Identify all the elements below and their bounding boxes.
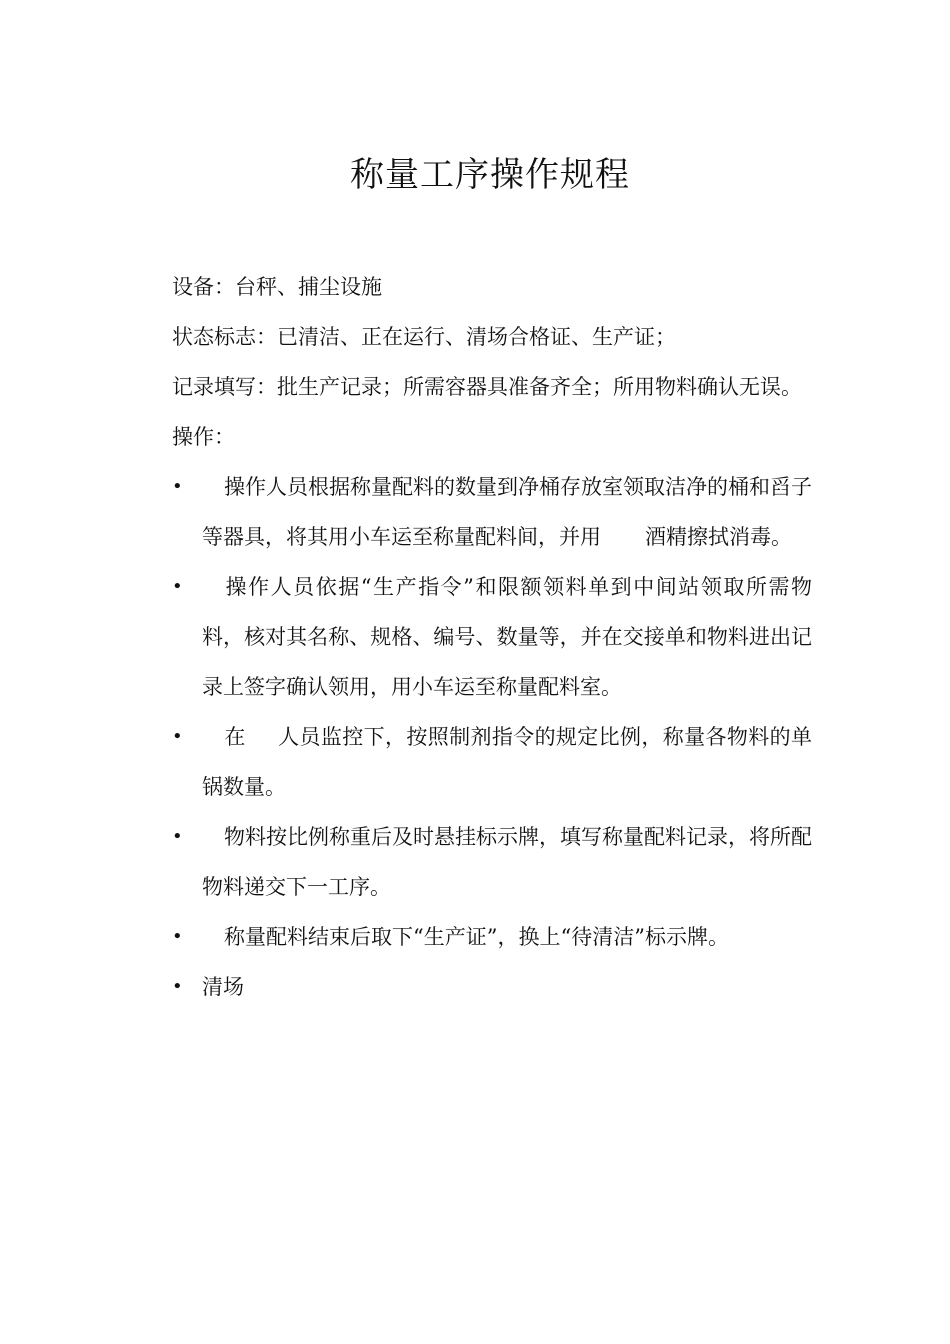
records-line: 记录填写：批生产记录；所需容器具准备齐全；所用物料确认无误。 [172,375,802,399]
step-text: 酒精擦拭消毒。 [645,525,792,549]
step-text: 人员监控下，按照制剂指令的规定比例，称量各物料的单锅数量。 [202,725,813,799]
bullet-icon: • [172,576,183,597]
operation-step [172,812,812,912]
bullet-icon: • [172,726,183,747]
operation-step [172,462,812,562]
bullet-icon: • [172,976,183,997]
step-text: 操作人员依据“生产指令”和限额领料单到中间站领取所需物料，核对其名称、规格、编号、数量等，并在交接单和物料进出记录上签字确认领用，用小车运至称量配料室。 [202,575,812,699]
step-text: 物料按比例称重后及时悬挂标示牌，填写称量配料记录，将所配物料递交下一工序。 [202,825,812,899]
operation-step [172,712,812,812]
equipment-line: 设备：台秤、捕尘设施 [172,275,382,299]
page-title: 称量工序操作规程 [350,155,630,195]
step-text: 称量配料结束后取下“生产证”，换上“待清洁”标示牌。 [224,925,729,949]
step-text: 在 [224,725,246,749]
operation-step [172,962,812,1012]
status-signs-line: 状态标志：已清洁、正在运行、清场合格证、生产证； [172,325,676,349]
bullet-icon: • [172,926,183,947]
bullet-icon: • [172,826,183,847]
document-body [172,262,812,1012]
operation-step [172,912,812,962]
operation-step [172,562,812,712]
bullet-icon: • [172,476,183,497]
operation-steps-list [172,462,812,1012]
step-text: 清场 [202,975,244,999]
operations-heading: 操作： [172,425,235,449]
step-text: 操作人员根据称量配料的数量到净桶存放室领取洁净的桶和舀子等器具，将其用小车运至称量配料间，并用 [202,475,812,549]
